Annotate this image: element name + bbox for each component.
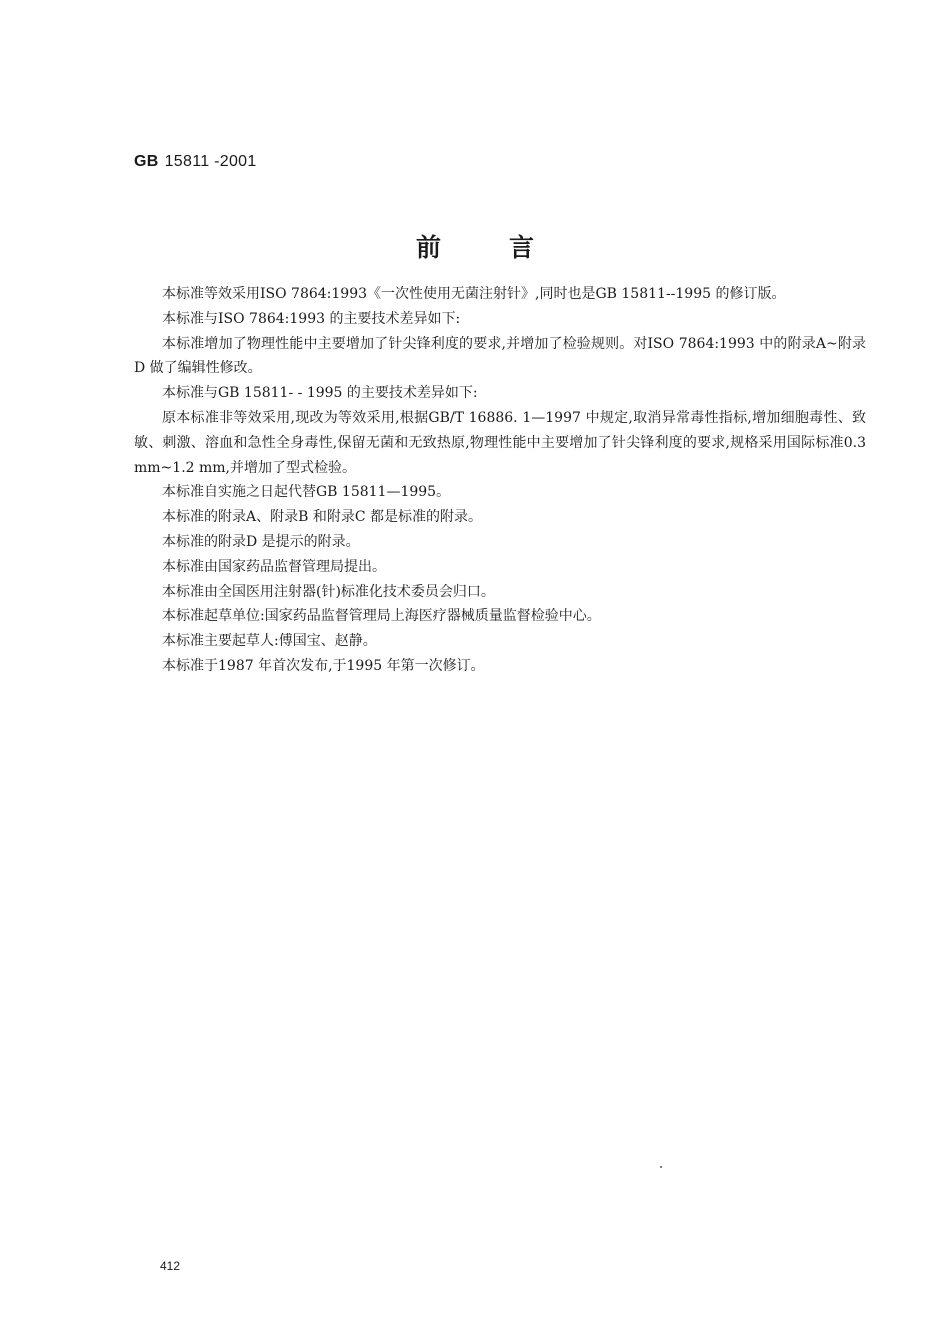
paragraph-8: 本标准的附录D 是提示的附录。 — [162, 533, 360, 550]
paragraph-9: 本标准由国家药品监督管理局提出。 — [162, 558, 386, 575]
foreword-body — [134, 282, 866, 679]
paragraph-13: 本标准于1987 年首次发布,于1995 年第一次修订。 — [162, 657, 485, 674]
paragraph-4: 本标准与GB 15811- - 1995 的主要技术差异如下: — [162, 385, 478, 402]
paragraph-12: 本标准主要起草人:傅国宝、赵静。 — [162, 633, 377, 650]
paragraph-1: 本标准等效采用ISO 7864:1993《一次性使用无菌注射针》,同时也是GB 15811--1995 的修订版。 — [162, 286, 786, 302]
standard-number: 15811 -2001 — [164, 153, 257, 170]
page-title: 前言 — [415, 233, 602, 262]
paragraph-7: 本标准的附录A、附录B 和附录C 都是标准的附录。 — [162, 509, 483, 526]
scan-speck — [660, 1166, 662, 1168]
paragraph-5: 原本标准非等效采用,现改为等效采用,根据GB/T 16886. 1—1997 中规定,取消异常毒性指标,增加细胞毒性、致敏、刺激、溶血和急性全身毒性,保留无菌和无致热原,物理性能中主要增加了针尖锋利度的要求,规格采用国际标准0.3 mm~1.2 mm,并增加了型式检验。 — [134, 409, 866, 476]
paragraph-3: 本标准增加了物理性能中主要增加了针尖锋利度的要求,并增加了检验规则。对ISO 7864:1993 中的附录A~附录D 做了编辑性修改。 — [134, 335, 866, 377]
paragraph-2: 本标准与ISO 7864:1993 的主要技术差异如下: — [162, 310, 461, 327]
standard-prefix: GB — [134, 153, 159, 170]
paragraph-6: 本标准自实施之日起代替GB 15811—1995。 — [162, 484, 451, 501]
paragraph-11: 本标准起草单位:国家药品监督管理局上海医疗器械质量监督检验中心。 — [162, 608, 601, 625]
page-number: 412 — [160, 1259, 181, 1273]
standard-code — [134, 153, 257, 171]
paragraph-10: 本标准由全国医用注射器(针)标准化技术委员会归口。 — [162, 583, 495, 600]
